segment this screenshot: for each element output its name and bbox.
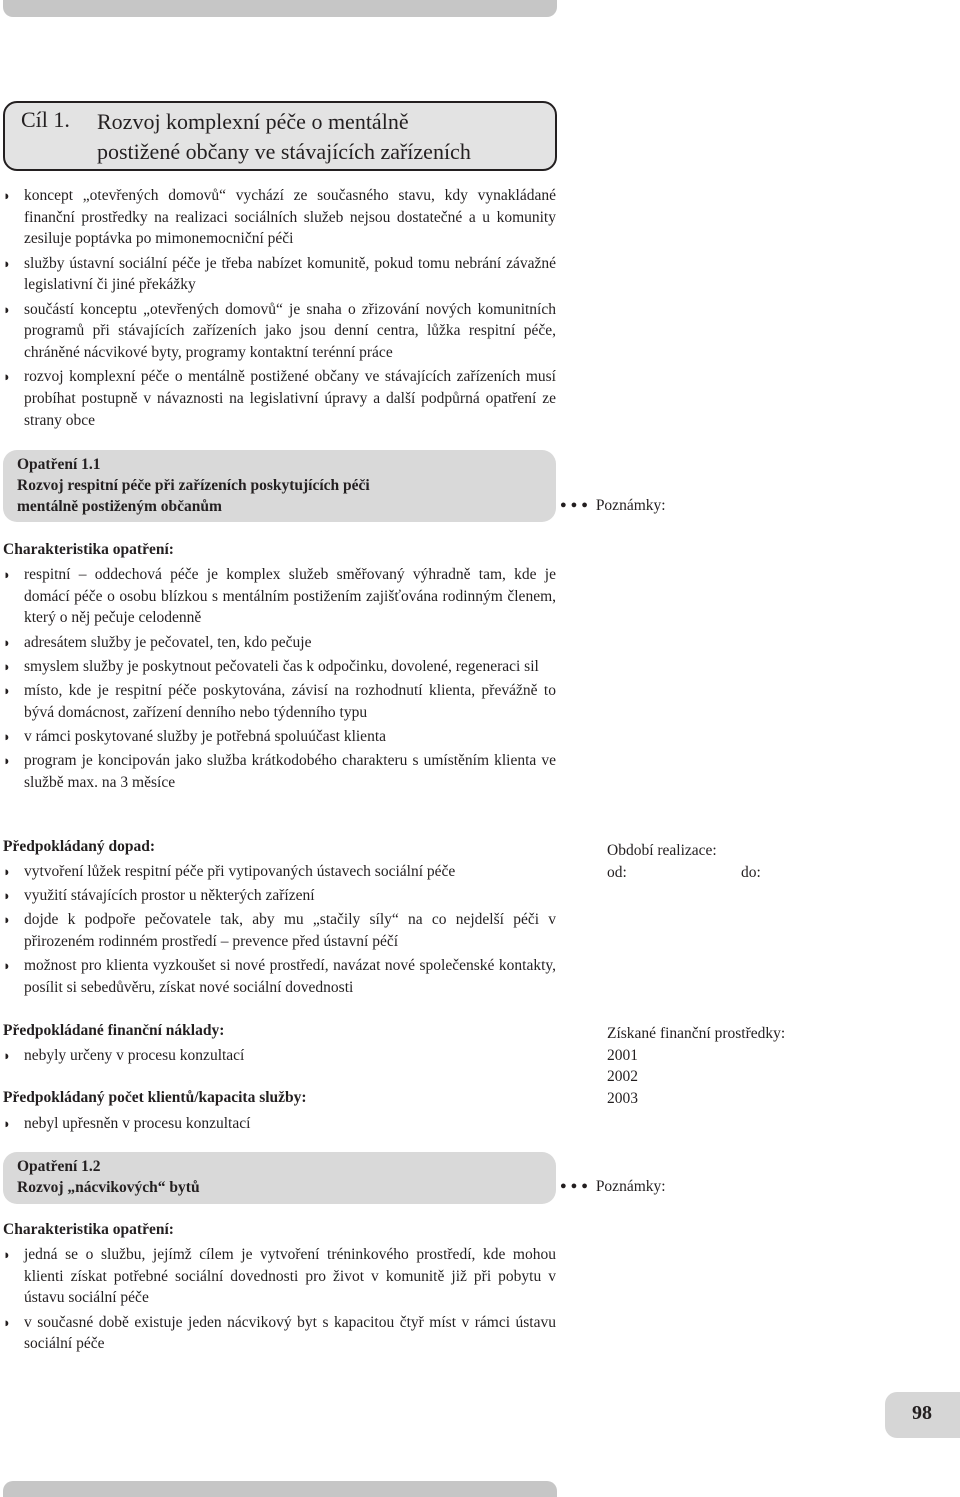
bullet-icon: ◗ (3, 864, 11, 879)
bullet-icon: ◗ (3, 567, 11, 582)
measure-1-2-characteristics-list (3, 1244, 556, 1358)
page-number-tab (885, 1392, 960, 1438)
bullet-icon: ◗ (3, 1116, 11, 1131)
bullet-icon: ◗ (3, 634, 11, 650)
measure-1-2-notes (560, 1178, 666, 1196)
bullet-icon: ◗ (3, 958, 11, 974)
list-item: ◗ smyslem služby je poskytnout pečovateli čas k odpočinku, dovolené, regeneraci sil (3, 657, 539, 675)
list-item: ◗ adresátem služby je pečovatel, ten, kdo pečuje (3, 633, 312, 651)
funds-year: 2002 (607, 1068, 638, 1085)
list-item: ◗ vytvoření lůžek respitní péče při vytipovaných ústavech sociální péče (3, 863, 456, 880)
costs-heading: Předpokládané finanční náklady: (3, 1022, 225, 1039)
bullet-icon: ◗ (3, 658, 11, 674)
list-item: ◗ v současné době existuje jeden nácvikový byt s kapacitou čtyř míst v rámci ústavu sociální péče (3, 1313, 556, 1353)
list-item: ◗ místo, kde je respitní péče poskytována, závisí na rozhodnutí klienta, převážně to bývá domácnost, zařízení denního nebo týdenního typu (3, 682, 556, 721)
goal-title (97, 107, 471, 167)
impact-list (3, 861, 556, 1001)
dots-icon: ●●● (560, 499, 592, 511)
funds-year: 2001 (607, 1046, 638, 1064)
clients-heading: Předpokládaný počet klientů/kapacita služby: (3, 1089, 307, 1106)
list-item: ◗ nebyly určeny v procesu konzultací (3, 1047, 245, 1064)
list-item: ◗ služby ústavní sociální péče je třeba nabízet komunitě, pokud tomu nebrání závažné legislativní či jiné překážky (3, 254, 556, 294)
period-label: Období realizace: (607, 842, 717, 859)
list-item: ◗ respitní – oddechová péče je komplex služeb směřovaný výhradně tam, kde je domácí péče o osobu blízkou s mentálním postižením zajišťována rodinným členem, který o něj pečuje celodenně (3, 566, 556, 627)
list-item: ◗ rozvoj komplexní péče o mentálně postižené občany ve stávajících zařízeních musí probíhat postupně v návaznosti na legislativní úpravy a další podpůrná opatření ze strany obce (3, 368, 556, 429)
funds-year: 2003 (607, 1089, 638, 1107)
bullet-icon: ◗ (3, 753, 11, 769)
list-item: ◗ součástí konceptu „otevřených domovů“ je snaha o zřizování nových komunitních programů při stávajících zařízeních jako jsou denní centra, lůžka respitní péče, chráněné nácvikové byty, programy kontaktní terénní práce (3, 300, 556, 361)
list-item: ◗ jedná se o službu, jejímž cílem je vytvoření tréninkového prostředí, kde mohou klienti získat potřebné sociální dovednosti pro život v komunitě již při pobytu v ústavu sociální péče (3, 1246, 556, 1307)
bullet-icon: ◗ (3, 888, 11, 904)
bullet-icon: ◗ (3, 255, 11, 271)
bullet-icon: ◗ (3, 912, 11, 928)
characteristics-heading: Charakteristika opatření: (3, 1221, 174, 1238)
clients-list (3, 1113, 556, 1137)
list-item: ◗ možnost pro klienta vyzkoušet si nové prostředí, navázat nové společenské kontakty, posílit si sebedůvěru, získat nové sociální dovednosti (3, 957, 556, 997)
bullet-icon: ◗ (3, 1314, 11, 1330)
notes-label: Poznámky: (595, 1178, 666, 1195)
period-from: od: (607, 863, 627, 881)
impact-heading: Předpokládaný dopad: (3, 838, 156, 855)
goal-title-line-2: postižené občany ve stávajících zařízeních (97, 139, 471, 164)
characteristics-heading: Charakteristika opatření: (3, 541, 174, 558)
list-item: ◗ dojde k podpoře pečovatele tak, aby mu „stačily síly“ na co nejdelší péči v přirozeném rodinném prostředí – prevence před ústavní péčí (3, 911, 556, 951)
list-item: ◗ využití stávajících prostor u některých zařízení (3, 887, 315, 905)
bullet-icon: ◗ (3, 728, 11, 744)
goal-header-box (3, 101, 557, 171)
measure-label: Opatření 1.2 (17, 1158, 101, 1175)
list-item: ◗ program je koncipován jako služba krátkodobého charakteru s umístěním klienta ve službě max. na 3 měsíce (3, 752, 556, 791)
list-item: ◗ v rámci poskytované služby je potřebná spoluúčast klienta (3, 727, 387, 745)
measure-1-2-box (3, 1152, 556, 1204)
list-item: ◗ nebyl upřesněn v procesu konzultací (3, 1115, 251, 1132)
bullet-icon: ◗ (3, 188, 11, 203)
bullet-icon: ◗ (3, 301, 11, 317)
measure-title-line-1: Rozvoj respitní péče při zařízeních poskytujících péči (17, 477, 370, 494)
measure-label: Opatření 1.1 (17, 456, 101, 473)
goal-title-line-1: Rozvoj komplexní péče o mentálně (97, 109, 409, 134)
measure-1-1-characteristics-list (3, 564, 556, 796)
list-item: ◗ koncept „otevřených domovů“ vychází ze současného stavu, kdy vynakládané finanční prostředky na realizaci sociálních služeb nejsou dostatečné a u komunity zesiluje poptávka po mimonemocniční péči (3, 187, 556, 248)
costs-list (3, 1045, 556, 1069)
measure-1-1-box (3, 450, 556, 522)
notes-label: Poznámky: (595, 497, 666, 514)
funds-label: Získané finanční prostředky: (607, 1025, 786, 1042)
top-decor-band (3, 0, 557, 17)
bullet-icon: ◗ (3, 683, 11, 699)
bullet-icon: ◗ (3, 1048, 11, 1063)
bottom-decor-band (3, 1481, 557, 1497)
period-to: do: (741, 863, 761, 881)
funds-block (607, 1023, 785, 1109)
measure-title-line-2: mentálně postiženým občanům (17, 498, 222, 515)
bullet-icon: ◗ (3, 1247, 11, 1262)
measure-1-1-notes (560, 497, 666, 515)
dots-icon: ●●● (560, 1180, 592, 1192)
measure-title: Rozvoj „nácvikových“ bytů (17, 1179, 200, 1196)
period-block (607, 840, 761, 883)
goal-label: Cíl 1. (21, 107, 70, 132)
bullet-icon: ◗ (3, 369, 11, 385)
goal-bullet-list (3, 185, 556, 434)
page-number: 98 (912, 1402, 932, 1424)
period-range (607, 862, 761, 884)
